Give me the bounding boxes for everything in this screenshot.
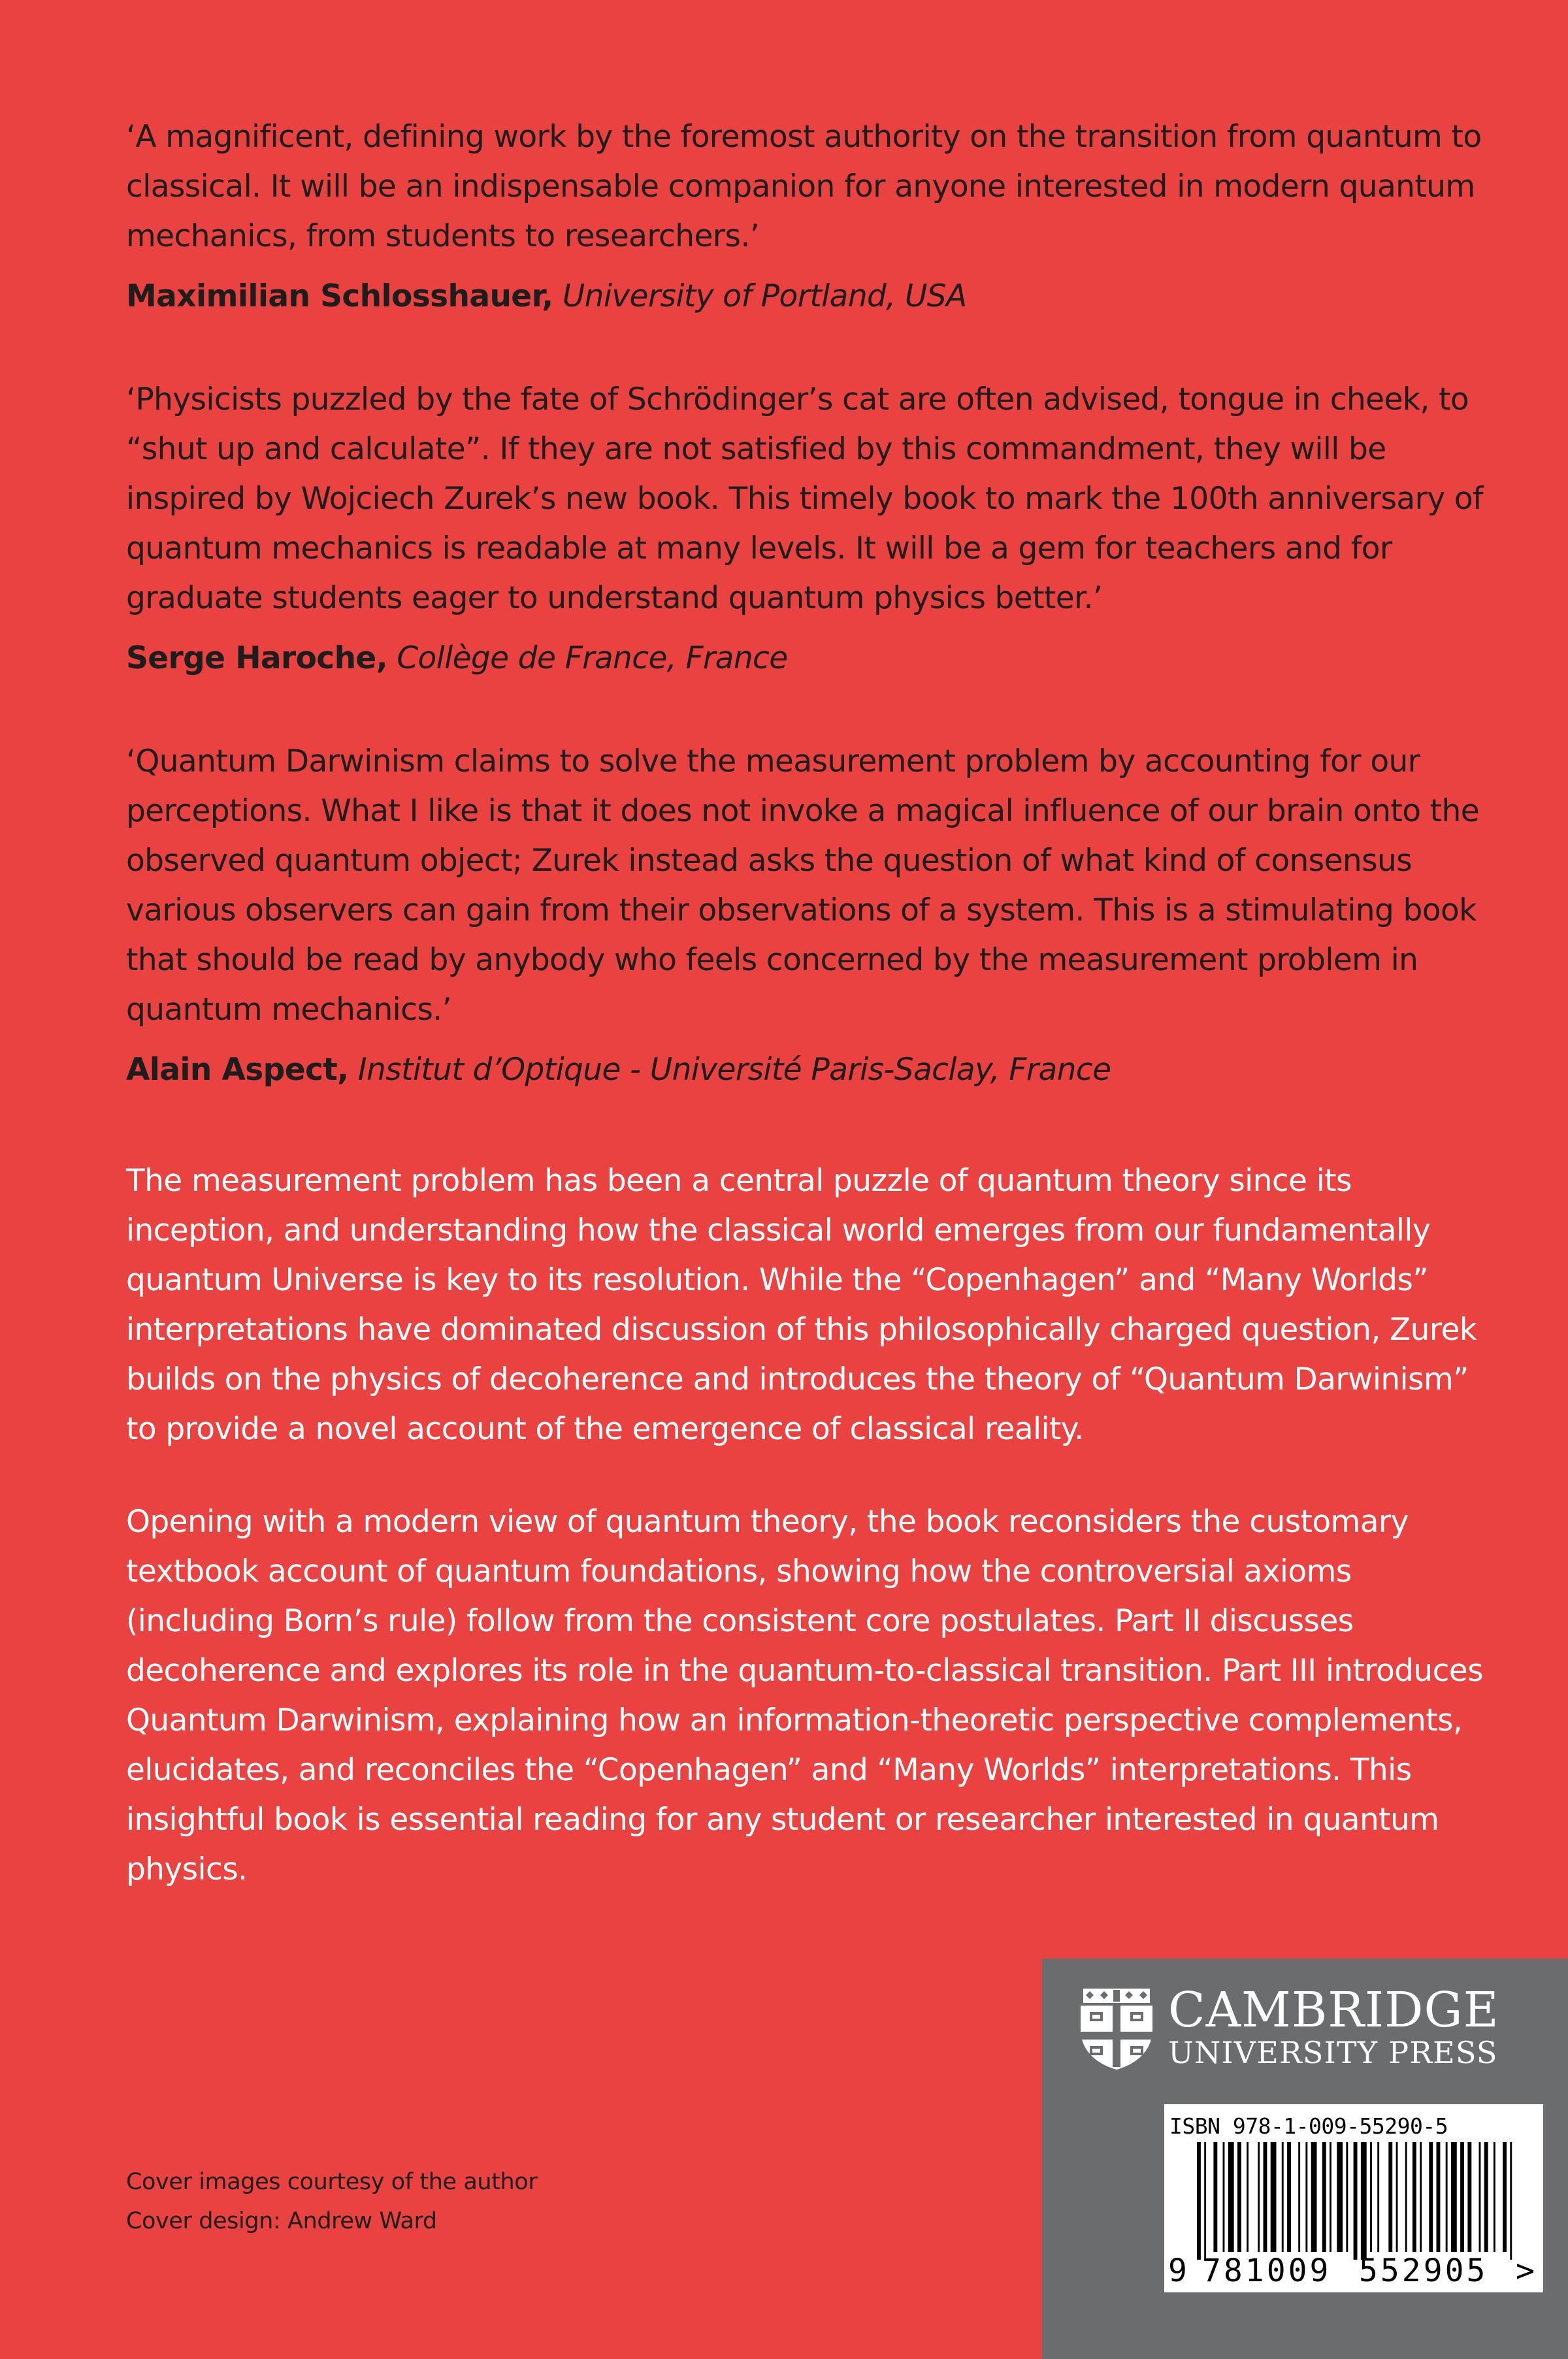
endorsement-attribution xyxy=(126,634,1485,683)
endorsement-1 xyxy=(126,112,1485,321)
barcode-arrow: > xyxy=(1516,2253,1535,2289)
book-description xyxy=(126,1156,1492,1938)
cover-credits xyxy=(126,2162,537,2241)
endorser-affiliation: Institut d’Optique - Université Paris-Saclay, France xyxy=(357,1052,1111,1088)
isbn-barcode xyxy=(1164,2104,1543,2292)
endorsement-text: ‘Physicists puzzled by the fate of Schrödinger’s cat are often advised, tongue in cheek, to “shut up and calculate”. If they are not satisfied by this commandment, they will be inspired by Wojciech Zurek’s new book. This timely book to mark the 100th anniversary of quantum mechanics is readable at many levels. It will be a gem for teachers and for graduate students eager to understand quantum physics better.’ xyxy=(126,382,1483,616)
endorsement-2 xyxy=(126,375,1485,683)
publisher-panel xyxy=(1042,1959,1568,2359)
endorser-name: Alain Aspect, xyxy=(126,1052,349,1088)
endorsement-attribution xyxy=(126,1045,1485,1095)
barcode-digits-left: 781009 xyxy=(1202,2253,1331,2289)
endorsement-3 xyxy=(126,737,1485,1095)
endorsement-attribution xyxy=(126,272,1485,321)
publisher-logo xyxy=(1078,1983,1499,2071)
description-paragraph-2: Opening with a modern view of quantum theory, the book reconsiders the customary textbook account of quantum foundations, showing how the controversial axioms (including Born’s rule) follow from the consistent core postulates. Part II discusses decoherence and explores its role in the quantum-to-classical transition. Part III introduces Quantum Darwinism, explaining how an information-theoretic perspective complements, elucidates, and reconciles the “Copenhagen” and “Many Worlds” interpretations. This insightful book is essential reading for any student or researcher interested in quantum physics. xyxy=(126,1504,1484,1887)
endorser-affiliation: University of Portland, USA xyxy=(562,278,967,314)
endorsements xyxy=(126,112,1485,1148)
endorsement-text: ‘A magnificent, defining work by the foremost authority on the transition from quantum to classical. It will be an indispensable companion for anyone interested in modern quantum mechanics, from students to researchers.’ xyxy=(126,119,1482,254)
endorser-name: Maximilian Schlosshauer, xyxy=(126,278,553,314)
barcode-digit-first: 9 xyxy=(1168,2253,1187,2289)
endorser-name: Serge Haroche, xyxy=(126,640,387,676)
isbn-label: ISBN 978-1-009-55290-5 xyxy=(1169,2113,1448,2139)
barcode-digits-right: 552905 xyxy=(1359,2253,1488,2289)
cover-design-credit: Cover design: Andrew Ward xyxy=(126,2208,437,2234)
publisher-name: CAMBRIDGE xyxy=(1168,1982,1499,2038)
cover-images-credit: Cover images courtesy of the author xyxy=(126,2169,538,2195)
description-paragraph-1: The measurement problem has been a central puzzle of quantum theory since its inception, and understanding how the classical world emerges from our fundamentally quantum Universe is key to its resolution. While the “Copenhagen” and “Many Worlds” interpretations have dominated discussion of this philosophically charged question, Zurek builds on the physics of decoherence and introduces the theory of “Quantum Darwinism” to provide a novel account of the emergence of classical reality. xyxy=(126,1163,1477,1447)
publisher-subname: UNIVERSITY PRESS xyxy=(1168,2035,1498,2070)
endorsement-text: ‘Quantum Darwinism claims to solve the measurement problem by accounting for our perceptions. What I like is that it does not invoke a magical influence of our brain onto the observed quantum object; Zurek instead asks the question of what kind of consensus various observers can gain from their observations of a system. This is a stimulating book that should be read by anybody who feels concerned by the measurement problem in quantum mechanics.’ xyxy=(126,743,1480,1028)
endorser-affiliation: Collège de France, France xyxy=(397,640,788,676)
cambridge-crest-icon xyxy=(1078,1983,1155,2071)
